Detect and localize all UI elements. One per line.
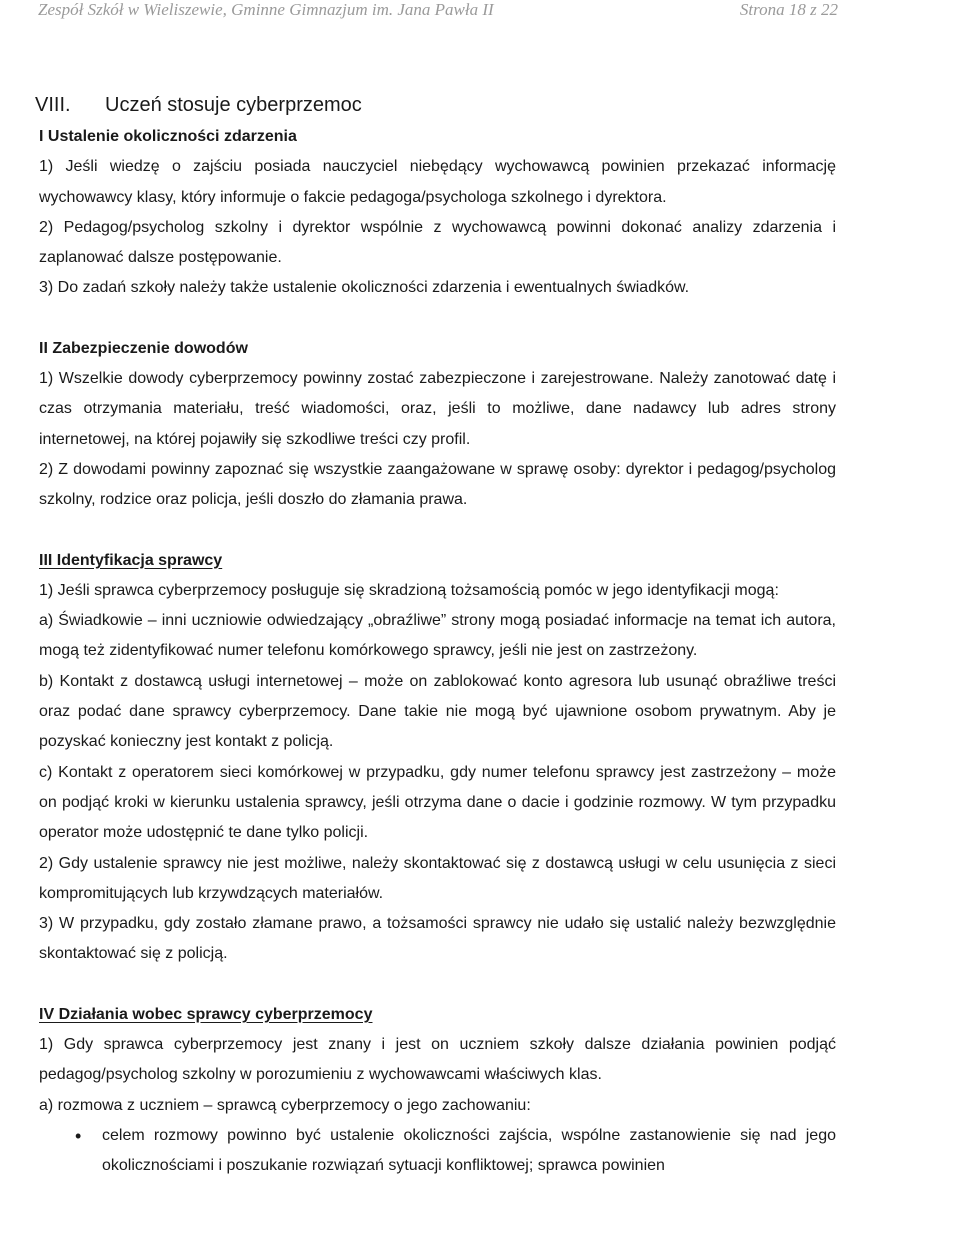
paragraph: 3) W przypadku, gdy zostało złamane prawo, a tożsamości sprawcy nie udało się ustalić należy bezwzględnie skontaktować się z policją. [39,915,836,963]
section-evidence [39,334,836,516]
paragraph: c) Kontakt z operatorem sieci komórkowej w przypadku, gdy numer telefonu sprawcy jest zastrzeżony – może on podjąć kroki w kierunku ustalenia sprawcy, jeśli otrzyma dane o dacie i godzinie rozmowy. W tym przypadku operator może udostępnić te dane tylko policji. [39,763,836,842]
header-school-name: Zespół Szkół w Wieliszewie, Gminne Gimnazjum im. Jana Pawła II [38,0,494,19]
paragraph: 1) Wszelkie dowody cyberprzemocy powinny zostać zabezpieczone i zarejestrowane. Należy zanotować datę i czas otrzymania materiału, treść wiadomości, oraz, jeśli to możliwe, dane nadawcy lub adres strony internetowej, na której pojawiły się szkodliwe treści czy profil. [39,370,836,448]
paragraph: 1) Jeśli sprawca cyberprzemocy posługuje się skradzioną tożsamością pomóc w jego identyfikacji mogą: [39,581,779,599]
section-actions-against-perpetrator [39,1000,836,1182]
paragraph: a) rozmowa z uczniem – sprawcą cyberprzemocy o jego zachowaniu: [39,1096,531,1114]
chapter-number: VIII. [35,94,71,116]
section-perpetrator-identification [39,546,836,970]
paragraph: 3) Do zadań szkoły należy także ustalenie okoliczności zdarzenia i ewentualnych świadków. [39,279,690,297]
paragraph: b) Kontakt z dostawcą usługi internetowej – może on zablokować konto agresora lub usunąć obraźliwe treści oraz podać dane sprawcy cyberprzemocy. Dane takie nie mogą być ujawnione osobom prywatnym. Aby je pozyskać konieczny jest kontakt z policją. [39,672,836,751]
paragraph: 1) Jeśli wiedzę o zajściu posiada nauczyciel niebędący wychowawcą powinien przekazać informację wychowawcy klasy, który informuje o fakcie pedagoga/psychologa szkolnego i dyrektora. [39,158,836,206]
chapter-heading [35,88,836,122]
header-page-number: Strona 18 z 22 [739,0,838,19]
paragraph: 1) Gdy sprawca cyberprzemocy jest znany i jest on uczniem szkoły dalsze działania powinien podjąć pedagog/psycholog szkolny w porozumieniu z wychowawcami właściwych klas. [39,1036,836,1084]
document-body [35,88,836,1182]
page-header [38,0,838,26]
list-item [39,1121,836,1182]
section-title: IV Działania wobec sprawcy cyberprzemocy [39,1005,373,1023]
section-title: II Zabezpieczenie dowodów [39,339,248,357]
list-item-text: celem rozmowy powinno być ustalenie okoliczności zajścia, wspólne zastanowienie się nad jego okolicznościami i poszukanie rozwiązań sytuacji konfliktowej; sprawca powinien [102,1126,836,1175]
chapter-title: Uczeń stosuje cyberprzemoc [105,94,362,116]
paragraph: 2) Z dowodami powinny zapoznać się wszystkie zaangażowane w sprawę osoby: dyrektor i pedagog/psycholog szkolny, rodzice oraz policja, jeśli doszło do złamania prawa. [39,460,836,509]
paragraph: a) Świadkowie – inni uczniowie odwiedzający „obraźliwe” strony mogą posiadać informacje na temat ich autora, mogą też zidentyfikować numer telefonu komórkowego sprawcy, jeśli nie jest on zastrzeżony. [39,612,836,660]
section-title: III Identyfikacja sprawcy [39,551,223,569]
section-incident-circumstances [39,122,836,304]
bullet-icon: • [75,1125,82,1146]
paragraph: 2) Pedagog/psycholog szkolny i dyrektor wspólnie z wychowawcą powinni dokonać analizy zdarzenia i zaplanować dalsze postępowanie. [39,218,836,267]
section-title: I Ustalenie okoliczności zdarzenia [39,128,297,145]
paragraph: 2) Gdy ustalenie sprawcy nie jest możliwe, należy skontaktować się z dostawcą usługi w celu usunięcia z sieci kompromitujących lub krzywdzących materiałów. [39,854,836,902]
